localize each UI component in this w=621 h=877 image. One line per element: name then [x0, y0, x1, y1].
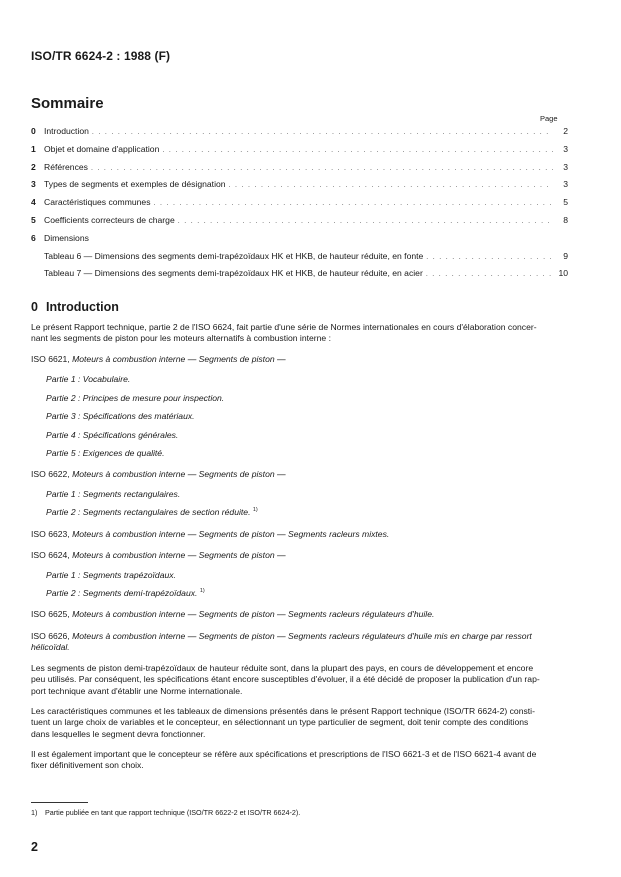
toc-entry-title: Introduction: [44, 126, 89, 136]
intro-paragraph-4: Il est également important que le concepteur se réfère aux spécifications et prescriptions de l'ISO 6621-3 et de l'ISO 6621-4 avant de fixer définitivement son choix.: [31, 749, 537, 771]
toc-entry-page: 3: [563, 143, 568, 154]
footnote-marker: 1): [199, 588, 205, 595]
iso6621-part: Partie 3 : Spécifications des matériaux.: [46, 411, 195, 421]
intro-paragraph-2: Les segments de piston demi-trapézoïdaux de hauteur réduite sont, dans la plupart des pays, en cours de développement et encore peu utilisés. Par conséquent, les spécifications étant encore susceptibles d'évoluer, il a été décidé de proposer la publication d'un rap- port technique avant d'établir une Norme internationale.: [31, 663, 540, 696]
toc-entry-number: 6: [31, 232, 36, 243]
toc-entry-number: 0: [31, 126, 36, 136]
iso6621-part: Partie 1 : Vocabulaire.: [46, 374, 131, 384]
toc-entry-title: Dimensions: [44, 232, 89, 243]
section-title: Introduction: [46, 300, 119, 314]
toc-entry-number: 1: [31, 143, 36, 154]
toc-leader-dots: [92, 129, 553, 136]
toc-leader-dots: [229, 182, 553, 189]
toc-entry-title: Objet et domaine d'application: [44, 143, 160, 154]
toc-leader-dots: [162, 147, 553, 154]
toc-entry-page: 3: [563, 161, 568, 172]
toc-entry-page: 5: [563, 197, 568, 208]
table-of-contents: [31, 126, 568, 286]
contents-page-label: Page: [540, 114, 558, 123]
toc-leader-dots: [178, 218, 553, 225]
iso6621-ref: ISO 6621, Moteurs à combustion interne — Segments de piston —: [31, 354, 286, 364]
toc-entry: [31, 179, 568, 197]
toc-entry-page: 3: [563, 179, 568, 190]
toc-entry: [31, 126, 568, 144]
intro-paragraph-1: Le présent Rapport technique, partie 2 de l'ISO 6624, fait partie d'une série de Normes internationales en cours d'élaboration concer- nant les segments de piston pour les moteurs alternatifs à combustion interne :: [31, 322, 537, 344]
iso6623-ref: ISO 6623, Moteurs à combustion interne — Segments de piston — Segments racleurs mixtes.: [31, 529, 390, 539]
toc-entry-page: 10: [558, 268, 568, 279]
toc-leader-dots: [426, 271, 553, 278]
section-number: 0: [31, 300, 38, 314]
footnote: 1) Partie publiée en tant que rapport technique (ISO/TR 6622-2 et ISO/TR 6624-2).: [31, 808, 301, 817]
page-number: 2: [31, 840, 38, 854]
iso6621-part: Partie 2 : Principes de mesure pour inspection.: [46, 393, 225, 403]
toc-entry-number: 4: [31, 197, 36, 208]
document-header: ISO/TR 6624-2 : 1988 (F): [31, 49, 171, 63]
section-heading-introduction: [31, 300, 119, 314]
toc-leader-dots: [154, 200, 553, 207]
toc-entry-title: Types de segments et exemples de désignation: [44, 179, 226, 190]
iso6625-ref: ISO 6625, Moteurs à combustion interne — Segments de piston — Segments racleurs régulateurs d'huile.: [31, 609, 435, 619]
toc-entry-title: Coefficients correcteurs de charge: [44, 214, 175, 225]
footnote-divider: [31, 802, 88, 803]
footnote-marker: 1): [252, 507, 258, 514]
toc-entry-title: Caractéristiques communes: [44, 197, 151, 208]
intro-paragraph-3: Les caractéristiques communes et les tableaux de dimensions présentés dans le présent Rapport technique (ISO/TR 6624-2) consti- tuent un large choix de variables et le concepteur, en sélectionnant un type particulier de segment, doit tenir compte des conditions dans lesquelles le segment devra fonctionner.: [31, 706, 535, 739]
toc-entry: [31, 233, 568, 251]
toc-entry-title: Références: [44, 161, 88, 172]
toc-entry: [31, 268, 568, 286]
toc-leader-dots: [91, 165, 553, 172]
iso6626-ref: ISO 6626, Moteurs à combustion interne — Segments de piston — Segments racleurs régulateurs d'huile mis en charge par ressort hélicoïdal.: [31, 631, 532, 653]
toc-entry-title: Tableau 6 — Dimensions des segments demi-trapézoïdaux HK et HKB, de hauteur réduite, en fonte: [44, 250, 424, 261]
iso6622-ref: ISO 6622, Moteurs à combustion interne — Segments de piston —: [31, 469, 286, 479]
iso6624-part-2: Partie 2 : Segments demi-trapézoïdaux. $^{1)}$: [46, 588, 205, 598]
toc-entry: [31, 144, 568, 162]
contents-title: Sommaire: [31, 95, 104, 112]
iso6624-ref: ISO 6624, Moteurs à combustion interne — Segments de piston —: [31, 550, 286, 560]
toc-entry: [31, 251, 568, 269]
toc-entry: [31, 215, 568, 233]
toc-entry-number: 3: [31, 179, 36, 190]
toc-entry-page: 9: [563, 250, 568, 261]
iso6621-part: Partie 4 : Spécifications générales.: [46, 430, 179, 440]
toc-entry-number: 2: [31, 161, 36, 172]
iso6621-part: Partie 5 : Exigences de qualité.: [46, 448, 165, 458]
iso6624-part-1: Partie 1 : Segments trapézoïdaux.: [46, 570, 176, 580]
toc-entry-title: Tableau 7 — Dimensions des segments demi-trapézoïdaux HK et HKB, de hauteur réduite, en acier: [44, 268, 423, 279]
toc-entry: [31, 162, 568, 180]
iso6622-part-1: Partie 1 : Segments rectangulaires.: [46, 489, 181, 499]
iso6622-part-2: Partie 2 : Segments rectangulaires de section réduite. $^{1)}$: [46, 507, 258, 517]
toc-leader-dots: [426, 254, 553, 261]
toc-entry-page: 2: [563, 126, 568, 136]
toc-entry-page: 8: [563, 214, 568, 225]
toc-entry: [31, 197, 568, 215]
toc-entry-number: 5: [31, 214, 36, 225]
